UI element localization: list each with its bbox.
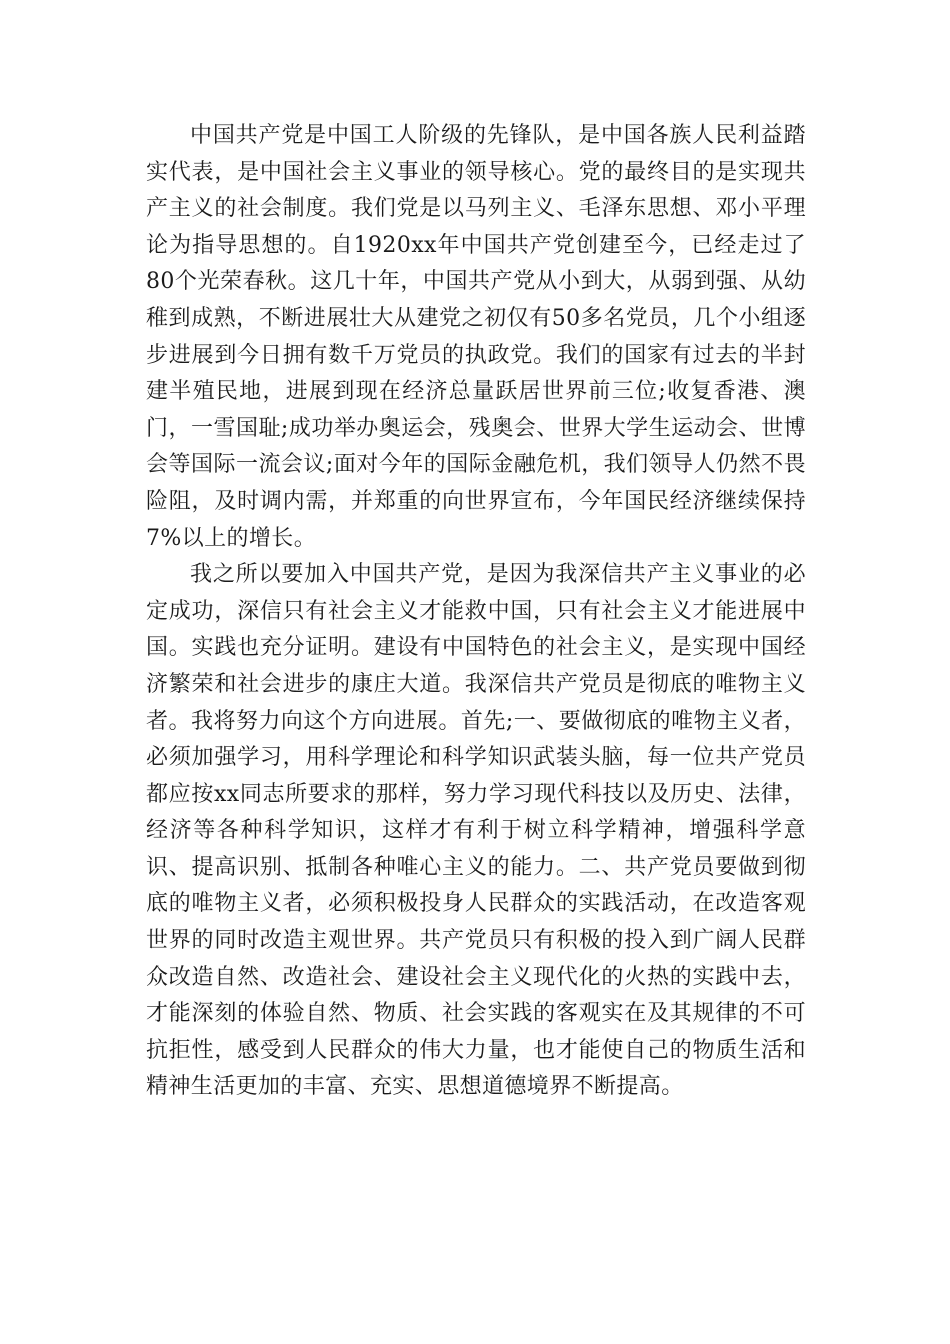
paragraph-1: 中国共产党是中国工人阶级的先锋队，是中国各族人民利益踏实代表，是中国社会主义事业的领导核心。党的最终目的是实现共产主义的社会制度。我们党是以马列主义、毛泽东思想、邓小平理论为指导思想的。自1920xx年中国共产党创建至今，已经走过了80个光荣春秋。这几十年，中国共产党从小到大，从弱到强、从幼稚到成熟，不断进展壮大从建党之初仅有50多名党员，几个小组逐步进展到今日拥有数千万党员的执政党。我们的国家有过去的半封建半殖民地，进展到现在经济总量跃居世界前三位;收复香港、澳门，一雪国耻;成功举办奥运会，残奥会、世界大学生运动会、世博会等国际一流会议;面对今年的国际金融危机，我们领导人仍然不畏险阻，及时调内需，并郑重的向世界宣布，今年国民经济继续保持7%以上的增长。: [146, 123, 806, 551]
document-body: [146, 118, 806, 1106]
paragraph-2: 我之所以要加入中国共产党，是因为我深信共产主义事业的必定成功，深信只有社会主义才能救中国，只有社会主义才能进展中国。实践也充分证明。建设有中国特色的社会主义，是实现中国经济繁荣和社会进步的康庄大道。我深信共产党员是彻底的唯物主义者。我将努力向这个方向进展。首先;一、要做彻底的唯物主义者，必须加强学习，用科学理论和科学知识武装头脑，每一位共产党员都应按xx同志所要求的那样，努力学习现代科技以及历史、法律，经济等各种科学知识，这样才有利于树立科学精神，增强科学意识、提高识别、抵制各种唯心主义的能力。二、共产党员要做到彻底的唯物主义者，必须积极投身人民群众的实践活动，在改造客观世界的同时改造主观世界。共产党员只有积极的投入到广阔人民群众改造自然、改造社会、建设社会主义现代化的火热的实践中去，才能深刻的体验自然、物质、社会实践的客观实在及其规律的不可抗拒性，感受到人民群众的伟大力量，也才能使自己的物质生活和精神生活更加的丰富、充实、思想道德境界不断提高。: [146, 562, 806, 1100]
